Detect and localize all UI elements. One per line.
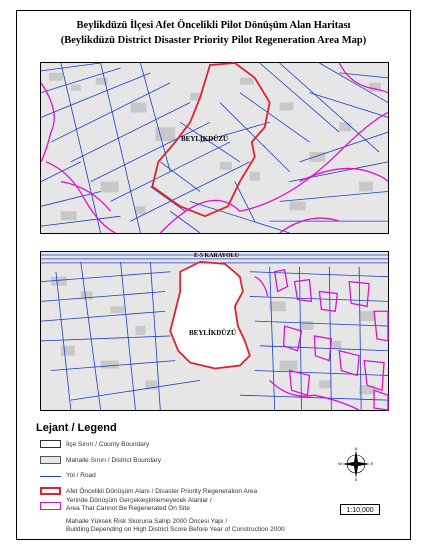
compass-s: S — [354, 477, 358, 482]
scale-box: 1:10,000 — [340, 504, 380, 515]
legend-district-symbol — [40, 456, 61, 464]
legend-not-onsite-label-1: Yerinde Dönüşüm Gerçekleştirilemeyecek Alanlar / — [66, 497, 212, 504]
legend-county-label: İlçe Sınırı / County Boundary — [66, 441, 150, 448]
legend-priority-symbol — [40, 487, 61, 495]
compass-n: N — [354, 446, 358, 451]
top-map-canvas — [41, 63, 388, 233]
map-title: Beylikdüzü İlçesi Afet Öncelikli Pilot Dönüşüm Alan Haritası — [76, 20, 351, 31]
legend-not-onsite-label-2: Area That Cannot Be Regenerated On Site — [66, 505, 190, 512]
legend-priority-label: Afet Öncelikli Dönüşüm Alanı / Disaster Priority Regeneration Area — [66, 488, 258, 495]
road-label: E-5 KARAYOLU — [194, 253, 239, 259]
legend-title: Lejant / Legend — [36, 422, 117, 434]
compass-e: E — [370, 461, 374, 466]
top-district-label: BEYLİKDÜZÜ — [181, 135, 229, 143]
bottom-district-label: BEYLİKDÜZÜ — [189, 329, 237, 337]
north-arrow-icon — [339, 447, 373, 481]
legend-buildings-label-1: Mahalle Yüksek Risk Skoruna Sahip 2000 Öncesi Yapı / — [66, 518, 228, 525]
legend-buildings-label-2: Building Depending on High District Score Before Year of Construction 2000 — [66, 526, 285, 533]
bottom-map-panel — [40, 251, 389, 411]
legend-road-label: Yol / Road — [66, 472, 96, 479]
legend-road-symbol — [40, 476, 61, 477]
legend-district-label: Mahalle Sınırı / District Boundary — [66, 457, 162, 464]
top-map-panel — [40, 62, 389, 234]
compass-w: W — [338, 461, 342, 466]
map-subtitle: (Beylikdüzü District Disaster Priority Pilot Regeneration Area Map) — [60, 35, 367, 46]
legend-county-symbol — [40, 440, 61, 448]
legend-not-onsite-symbol — [40, 502, 61, 510]
